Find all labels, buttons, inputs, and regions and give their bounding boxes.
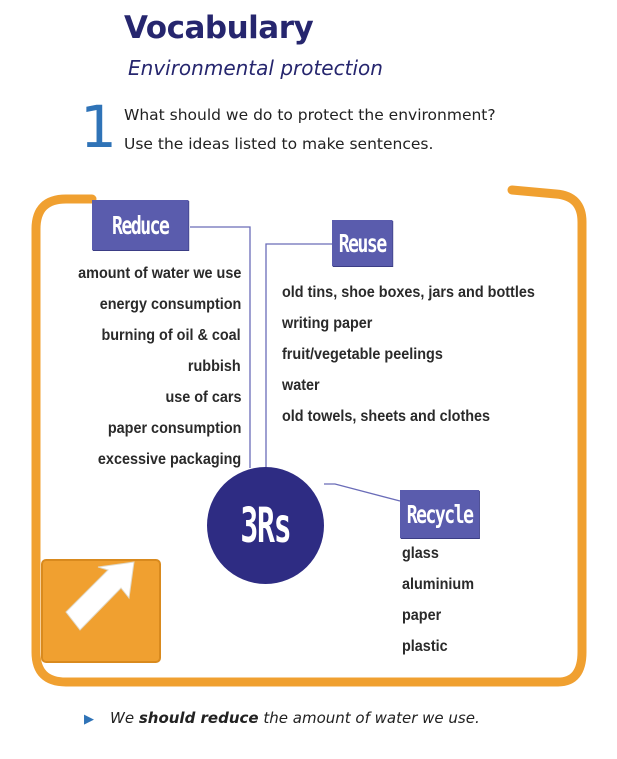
arrow-icon	[42, 560, 160, 662]
example-sentence	[110, 709, 480, 727]
recycle-item: aluminium	[402, 576, 475, 593]
reduce-badge: Reduce	[92, 200, 188, 250]
reuse-item: fruit/vegetable peelings	[282, 346, 443, 363]
recycle-item: plastic	[402, 638, 448, 655]
example-verb: should reduce	[138, 709, 259, 727]
instruction-line-2: Use the ideas listed to make sentences.	[124, 135, 434, 153]
reuse-badge: Reuse	[332, 220, 392, 266]
3rs-label: 3Rs	[240, 497, 291, 554]
recycle-badge: Recycle	[400, 490, 479, 538]
reduce-item: rubbish	[188, 358, 241, 375]
reuse-item: old towels, sheets and clothes	[282, 408, 491, 425]
exercise-number: 1	[80, 93, 117, 161]
page-title: Vocabulary	[124, 10, 314, 46]
reduce-item: burning of oil & coal	[101, 327, 241, 344]
reduce-item: excessive packaging	[97, 451, 241, 468]
reuse-item: writing paper	[282, 315, 373, 332]
reduce-item: energy consumption	[99, 296, 241, 313]
reuse-item: old tins, shoe boxes, jars and bottles	[282, 284, 535, 301]
reuse-item: water	[282, 377, 320, 394]
example-rest: the amount of water we use.	[263, 709, 480, 727]
reduce-item: paper consumption	[107, 420, 241, 437]
recycle-item: paper	[402, 607, 442, 624]
page-subtitle: Environmental protection	[128, 56, 383, 80]
3rs-circle	[207, 467, 324, 584]
example-prefix: We	[110, 709, 135, 727]
example-arrow-icon: ▶	[84, 712, 94, 727]
instruction-line-1: What should we do to protect the environment?	[124, 106, 496, 124]
reduce-item: amount of water we use	[77, 265, 241, 282]
recycle-item: glass	[402, 545, 439, 562]
reduce-item: use of cars	[164, 389, 241, 406]
